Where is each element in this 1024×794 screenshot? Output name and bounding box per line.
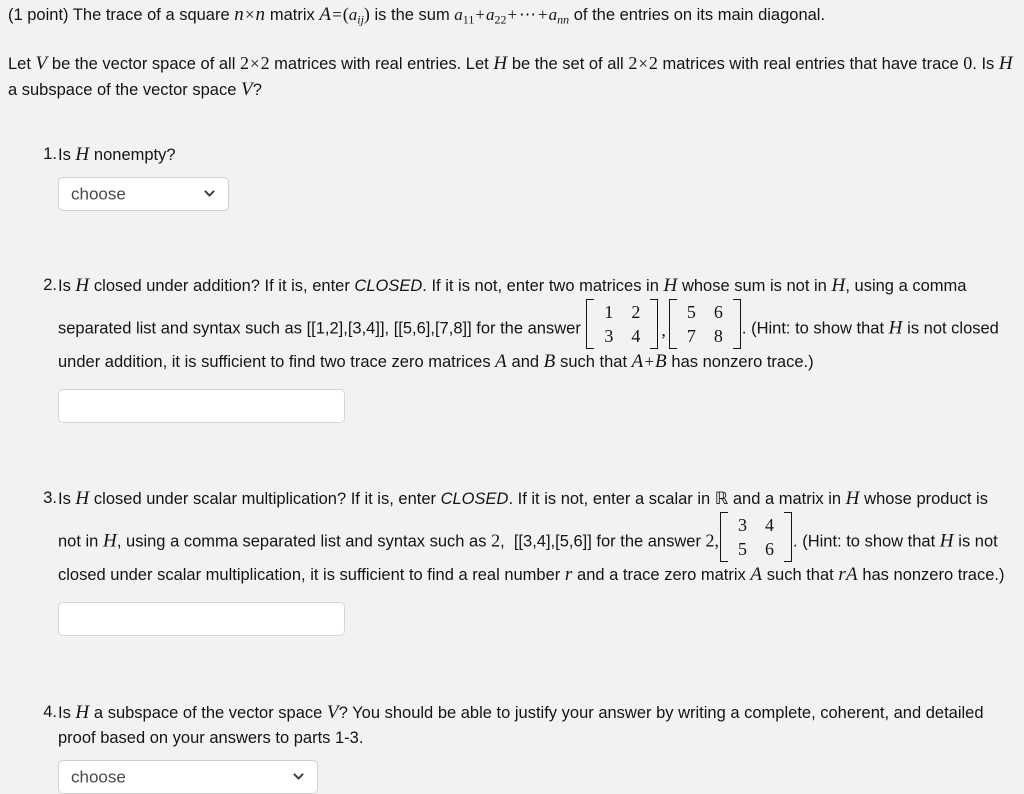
- term-ann-subscript: nn: [557, 12, 570, 27]
- matrix-cell: 6: [765, 539, 775, 559]
- intro-text-1: The trace of a square: [68, 6, 235, 24]
- equals-operator: =: [332, 5, 342, 24]
- chevron-down-icon: [204, 188, 215, 199]
- q4-var-H: H: [75, 702, 90, 723]
- close-paren: ): [363, 4, 370, 24]
- q2-var-A: A: [495, 351, 507, 372]
- q3-text-12: has nonzero trace.): [857, 566, 1005, 584]
- q3-var-rA: rA: [838, 564, 858, 585]
- question-body-1: [58, 142, 1024, 211]
- real-numbers-symbol: ℝ: [714, 489, 729, 509]
- q3-text-6: , using a comma separated list and syntax such as: [116, 532, 492, 551]
- answer-matrix-3: [720, 512, 792, 562]
- matrix-entry-subscript: ij: [357, 12, 364, 27]
- answer-input-3[interactable]: [58, 602, 345, 636]
- plus-operator-2: +: [507, 5, 518, 24]
- q3-var-H-3: H: [102, 530, 117, 552]
- q2-text-9: and: [506, 353, 544, 371]
- open-paren: (: [342, 4, 349, 24]
- term-a11: a: [454, 5, 463, 24]
- question-list: [0, 142, 1024, 794]
- q3-text-3: . If it is not, enter a scalar in: [508, 490, 715, 508]
- intro-text-2: matrix: [265, 6, 320, 24]
- var-H-2: H: [998, 53, 1013, 74]
- intro2-text-5: matrices with real entries that have trace: [657, 55, 964, 73]
- q3-var-r: r: [564, 564, 573, 585]
- q3-scalar-example: 2: [491, 530, 501, 551]
- term-a11-subscript: 11: [462, 12, 475, 27]
- matrix-cell: 6: [713, 302, 723, 322]
- question-item-3: [0, 486, 1024, 636]
- q3-text-8: . (Hint: to show that: [793, 532, 940, 551]
- question-number-1: 1.: [43, 145, 57, 163]
- intro2-text-7: a subspace of the vector space: [8, 81, 241, 99]
- matrix-cell: 3: [604, 326, 614, 346]
- q3-text-7: for the answer: [591, 532, 706, 551]
- var-H-1: H: [493, 53, 508, 74]
- matrix-cell: 1: [604, 302, 614, 322]
- q2-text-1: Is: [58, 277, 76, 295]
- q3-syntax-example: [[3,4],[5,6]]: [513, 532, 592, 551]
- matrix-cell: 3: [738, 515, 748, 535]
- q3-syntax-sep: ,: [500, 532, 514, 551]
- question-item-1: [0, 142, 1024, 211]
- dim-b: 2: [260, 53, 270, 73]
- q3-var-H-4: H: [939, 530, 954, 552]
- chevron-down-icon: [293, 771, 304, 782]
- q2-var-B-2: B: [655, 351, 667, 372]
- matrix-cell: 5: [738, 539, 748, 559]
- matrix-cell: 8: [713, 326, 723, 346]
- q3-text-11: such that: [762, 566, 839, 584]
- q2-var-H-1: H: [75, 275, 90, 296]
- matrix-entry-a: a: [348, 5, 358, 24]
- question-item-2: [0, 273, 1024, 423]
- q2-syntax-example: [[1,2],[3,4]], [[5,6],[7,8]]: [306, 319, 472, 338]
- q2-closed-keyword: CLOSED: [354, 277, 423, 295]
- intro2-text-8: ?: [252, 81, 262, 99]
- q4-text-1: Is: [58, 704, 76, 722]
- q3-text-9: is not closed under scalar multiplication, it is sufficient to find a real number: [58, 532, 998, 584]
- term-ann: a: [548, 5, 558, 24]
- q2-plus-operator: +: [644, 352, 655, 371]
- q2-text-5: , using a comma separated list and syntax such as: [58, 277, 967, 338]
- q2-text-8: is not closed under addition, it is sufficient to find two trace zero matrices: [58, 319, 999, 371]
- q2-var-H-2: H: [663, 275, 678, 296]
- question-number-3: 3.: [43, 489, 57, 507]
- intro2-text-6: . Is: [972, 55, 999, 73]
- q1-text-2: nonempty?: [89, 146, 176, 164]
- times-operator-2: ×: [638, 54, 648, 73]
- answer-input-2[interactable]: [58, 389, 345, 423]
- intro2-text-2: be the vector space of all: [47, 55, 240, 73]
- q3-text-1: Is: [58, 490, 76, 508]
- q3-var-H-2: H: [845, 488, 860, 509]
- q3-closed-keyword: CLOSED: [440, 490, 509, 508]
- q3-text-5: whose product is not in: [58, 490, 988, 551]
- intro-text-3: is the sum: [369, 6, 455, 24]
- answer-select-1[interactable]: [58, 177, 229, 211]
- trace-zero-value: 0: [963, 53, 973, 73]
- problem-intro-line-2: [8, 51, 1024, 103]
- answer-matrix-2: [669, 299, 741, 349]
- q2-text-2: closed under addition? If it is, enter: [89, 277, 355, 295]
- answer-select-1-value: choose: [71, 184, 126, 204]
- question-item-4: [0, 700, 1024, 794]
- q2-text-3: . If it is not, enter two matrices in: [422, 277, 664, 295]
- intro2-text-1: Let: [8, 55, 36, 73]
- q2-var-A-2: A: [631, 351, 644, 372]
- matrix-cell: 5: [686, 302, 696, 322]
- plus-operator-3: +: [538, 5, 548, 24]
- q4-var-V: V: [326, 702, 339, 723]
- intro2-text-4: be the set of all: [507, 55, 629, 73]
- q2-var-H-4: H: [888, 317, 903, 339]
- question-body-4: [58, 700, 1024, 794]
- var-V-1: V: [35, 53, 48, 74]
- var-n-2: n: [255, 4, 266, 25]
- question-body-2: [58, 273, 1024, 423]
- q1-text-1: Is: [58, 146, 76, 164]
- intro2-text-3: matrices with real entries. Let: [269, 55, 494, 73]
- q2-text-6: for the answer: [471, 319, 586, 338]
- answer-select-4[interactable]: [58, 760, 318, 794]
- q3-text-10: and a trace zero matrix: [572, 566, 751, 584]
- var-V-2: V: [240, 79, 253, 100]
- answer-select-4-value: choose: [71, 767, 126, 787]
- intro-text-4: of the entries on its main diagonal.: [569, 6, 826, 24]
- q4-text-3: ? You should be able to justify your answer by writing a complete, coherent, and detailed proof based on your answers to parts 1-3.: [58, 704, 984, 747]
- matrix-cell: 2: [631, 302, 641, 322]
- q3-answer-scalar: 2,: [705, 530, 720, 551]
- times-operator: ×: [244, 5, 255, 24]
- q1-var-H: H: [75, 144, 90, 165]
- question-number-4: 4.: [43, 703, 57, 721]
- question-body-3: [58, 486, 1024, 636]
- question-number-2: 2.: [43, 276, 57, 294]
- q4-text-2: a subspace of the vector space: [89, 704, 327, 722]
- term-a22-subscript: 22: [494, 12, 507, 27]
- dim-d: 2: [648, 53, 658, 73]
- q3-var-A: A: [750, 564, 763, 585]
- q3-text-2: closed under scalar multiplication? If it is, enter: [89, 490, 441, 508]
- q2-text-11: has nonzero trace.): [666, 353, 814, 371]
- q2-text-10: such that: [555, 353, 632, 371]
- times-operator-1: ×: [249, 54, 260, 73]
- q2-matrix-separator: ,: [661, 320, 666, 341]
- q2-text-7: . (Hint: to show that: [741, 319, 889, 338]
- term-a22: a: [485, 5, 495, 24]
- plus-operator-1: +: [475, 5, 485, 24]
- q2-text-4: whose sum is not in: [677, 277, 832, 295]
- var-n-1: n: [234, 4, 244, 25]
- q2-var-B: B: [543, 351, 556, 372]
- matrix-cell: 7: [686, 326, 696, 346]
- problem-intro-line-1: [8, 2, 1022, 32]
- dim-c: 2: [628, 53, 638, 73]
- dim-a: 2: [239, 53, 249, 73]
- var-A: A: [319, 4, 332, 25]
- q3-text-4: and a matrix in: [728, 490, 846, 508]
- points-label: (1 point): [8, 6, 69, 24]
- q2-var-H-3: H: [831, 275, 846, 296]
- q3-var-H-1: H: [75, 488, 90, 509]
- matrix-cell: 4: [631, 326, 641, 346]
- answer-matrix-1: [586, 299, 658, 349]
- matrix-cell: 4: [765, 515, 775, 535]
- ellipsis: ⋯: [519, 5, 537, 24]
